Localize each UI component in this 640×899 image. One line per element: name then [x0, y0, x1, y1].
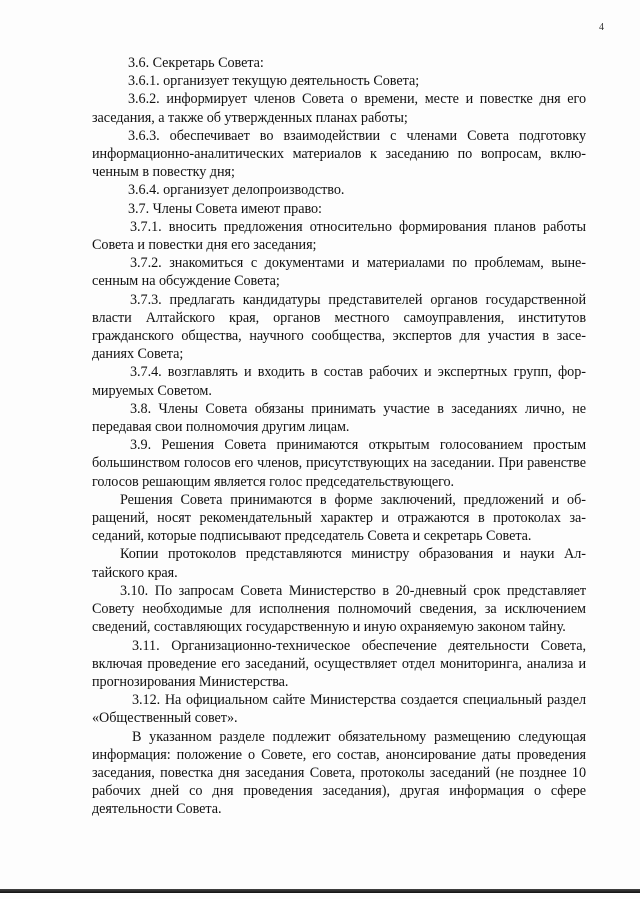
paragraph-3-6-3: 3.6.3. обеспечивает во взаимодействии с членами Совета подготовку информационно-аналитических материалов к заседанию по вопросам, включенным в повестку дня; [92, 127, 586, 181]
page-number: 4 [599, 22, 604, 33]
paragraph-3-12: 3.12. На официальном сайте Министерства создается специальный раздел «Общественный совет». [92, 692, 586, 727]
paragraph-3-11: 3.11. Организационно-техническое обеспечение деятельности Совета, включая проведение его заседаний, осуществляет отдел мониторинга, анализа и прогнозирования Министерства. [92, 637, 586, 690]
paragraph-protocol-copies: Копии протоколов представляются министру образования и науки Алтайского края. [92, 546, 586, 581]
paragraph-3-6-4: 3.6.4. организует делопроизводство. [128, 182, 345, 199]
paragraph-3-6-2: 3.6.2. информирует членов Совета о времени, месте и повестке дня его заседания, а также об утвержденных планах работы; [92, 91, 586, 126]
scan-bottom-edge [0, 889, 640, 893]
paragraph-3-9: 3.9. Решения Совета принимаются открытым голосованием простым большинством голосов его членов, присутствующих на заседании. При равенстве голосов решающим является голос председательствующего. [92, 437, 586, 490]
paragraph-3-7-2: 3.7.2. знакомиться с документами и материалами по проблемам, вынесенным на обсуждение Совета; [92, 255, 586, 290]
paragraph-3-7-3: 3.7.3. предлагать кандидатуры представителей органов государственной власти Алтайского края, органов местного самоуправления, институтов гражданского общества, научного сообщества, экспертов для участия в заседаниях Совета; [92, 291, 586, 363]
paragraph-3-7-1: 3.7.1. вносить предложения относительно формирования планов работы Совета и повестки дня его заседания; [92, 218, 586, 254]
paragraph-3-10: 3.10. По запросам Совета Министерство в 20-дневный срок представляет Совету необходимые для исполнения полномочий сведения, за исключением сведений, составляющих государственную и иную охраняемую законом тайну. [92, 582, 586, 636]
paragraph-3-8: 3.8. Члены Совета обязаны принимать участие в заседаниях лично, не передавая свои полномочия другим лицам. [92, 400, 586, 436]
paragraph-3-6: 3.6. Секретарь Совета: [128, 55, 264, 71]
paragraph-section-info: В указанном разделе подлежит обязательному размещению следующая информация: положение о Совете, его состав, анонсирование даты проведения заседания, повестка дня заседания Совета, протоколы заседаний (не позднее 10 рабочих дней со дня проведения заседания), другая информация о сфере деятельности Совета. [92, 728, 586, 818]
paragraph-3-7-4: 3.7.4. возглавлять и входить в состав рабочих и экспертных групп, формируемых Советом. [92, 364, 586, 399]
paragraph-3-6-1: 3.6.1. организует текущую деятельность Совета; [128, 73, 420, 90]
paragraph-decisions: Решения Совета принимаются в форме заключений, предложений и обращений, носят рекомендательный характер и отражаются в протоколах заседаний, которые подписывают председатель Совета и секретарь Совета. [92, 491, 586, 545]
document-body [92, 54, 586, 819]
paragraph-3-7: 3.7. Члены Совета имеют право: [128, 200, 322, 217]
